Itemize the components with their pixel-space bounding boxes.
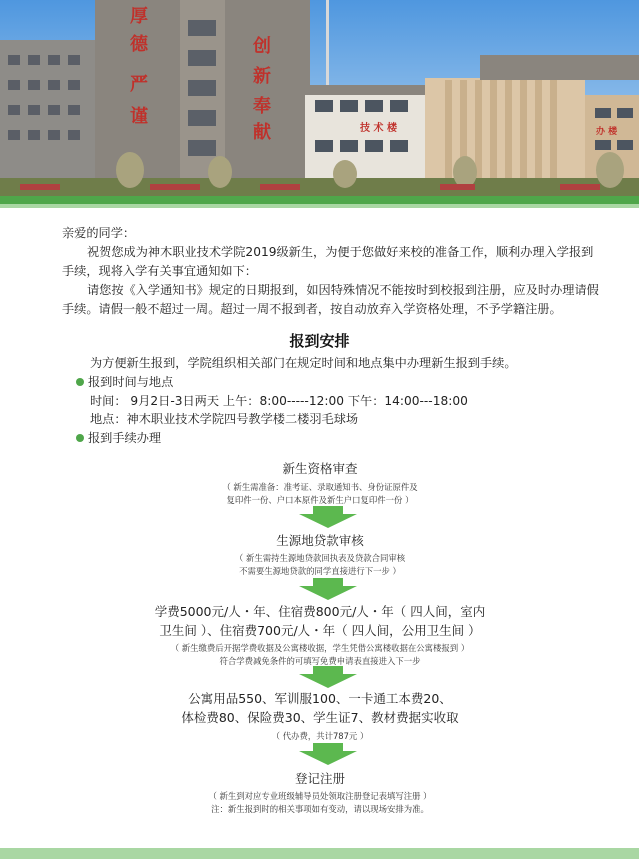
sign-char: 谨 xyxy=(130,106,148,127)
section-title: 报到安排 xyxy=(289,332,350,350)
bullet-label: 报到手续办理 xyxy=(88,431,162,445)
step-note: （ 新生缴费后开据学费收据及公寓楼收据，学生凭借公寓楼收据在公寓楼报到 ） xyxy=(170,643,470,653)
campus-illustration xyxy=(0,0,639,196)
down-arrow-icon xyxy=(299,743,357,765)
flow-step-register xyxy=(120,769,520,816)
down-arrow-icon xyxy=(299,578,357,600)
footer-band xyxy=(0,848,639,859)
step-title: 体检费80、保险费30、学生证7、教材费据实收取 xyxy=(181,710,459,725)
mid-building-sign: 技 术 楼 xyxy=(360,123,397,134)
campus-photo xyxy=(0,0,639,196)
paragraph-congrats: 祝贺您成为神木职业技术学院2019级新生，为便于您做好来校的准备工作，顺利办理入学报到手续，现将入学有关事宜通知如下： xyxy=(62,245,594,278)
flow-step-tuition xyxy=(120,602,520,668)
step-title: 新生资格审查 xyxy=(282,461,358,476)
bullet-dot-icon xyxy=(76,378,84,386)
right-building-sign: 办 楼 xyxy=(596,127,618,137)
sign-char: 严 xyxy=(130,74,148,95)
step-note: （ 新生需持生源地贷款回执表及贷款合同审核 xyxy=(234,553,406,563)
sign-char: 创 xyxy=(253,36,271,57)
step-note: 复印件一份、户口本原件及新生户口复印件一份 ） xyxy=(226,495,414,505)
bullet-time-place xyxy=(76,373,173,390)
sign-char: 献 xyxy=(253,122,271,143)
step-note: （ 代办费，共计787元 ） xyxy=(271,731,369,741)
greeting: 亲爱的同学： xyxy=(62,226,136,240)
sign-char: 德 xyxy=(130,34,148,55)
step-title: 生源地贷款审核 xyxy=(276,533,364,548)
step-note: 符合学费减免条件的可填写免费申请表直接进入下一步 xyxy=(219,656,421,666)
letter-body xyxy=(62,224,602,319)
place-line: 地点：神木职业技术学院四号教学楼二楼羽毛球场 xyxy=(90,412,359,426)
step-note: 不需要生源地贷款的同学直接进行下一步 ） xyxy=(239,566,401,576)
sign-char: 厚 xyxy=(130,6,148,27)
flow-step-qualification xyxy=(120,459,520,507)
flow-step-fees xyxy=(120,689,520,743)
paragraph-leave: 请您按《入学通知书》规定的日期报到，如因特殊情况不能按时到校报到注册，应及时办理请假手续。请假一般不超过一周。超过一周不报到者，按自动放弃入学资格处理，不予学籍注册。 xyxy=(62,283,599,316)
sign-char: 新 xyxy=(253,66,271,87)
flow-step-loan xyxy=(120,531,520,578)
step-title: 登记注册 xyxy=(294,771,345,786)
down-arrow-icon xyxy=(299,506,357,528)
step-note: 注：新生报到时的相关事项如有变动，请以现场安排为准。 xyxy=(211,804,429,814)
bullet-dot-icon xyxy=(76,434,84,442)
step-title: 学费5000元/人・年、住宿费800元/人・年（ 四人间，室内 xyxy=(154,604,486,619)
step-note: （ 新生需准备：准考证、录取通知书、身份证原件及 xyxy=(222,482,418,492)
time-line: 时间： 9月2日-3日两天 上午：8:00-----12:00 下午：14:00---18:00 xyxy=(90,394,468,408)
step-title: 卫生间 ）、住宿费700元/人・年（ 四人间，公用卫生间 ） xyxy=(159,623,481,638)
step-note: （ 新生到对应专业班级辅导员处领取注册登记表填写注册 ） xyxy=(208,791,432,801)
step-title: 公寓用品550、军训服100、一卡通工本费20、 xyxy=(188,691,452,706)
header-band xyxy=(0,196,639,204)
bullet-procedure xyxy=(76,429,161,446)
bullet-label: 报到时间与地点 xyxy=(88,375,174,389)
sign-char: 奉 xyxy=(253,96,271,117)
down-arrow-icon xyxy=(299,666,357,688)
header-band-light xyxy=(0,204,639,208)
section-intro: 为方便新生报到，学院组织相关部门在规定时间和地点集中办理新生报到手续。 xyxy=(90,356,517,370)
